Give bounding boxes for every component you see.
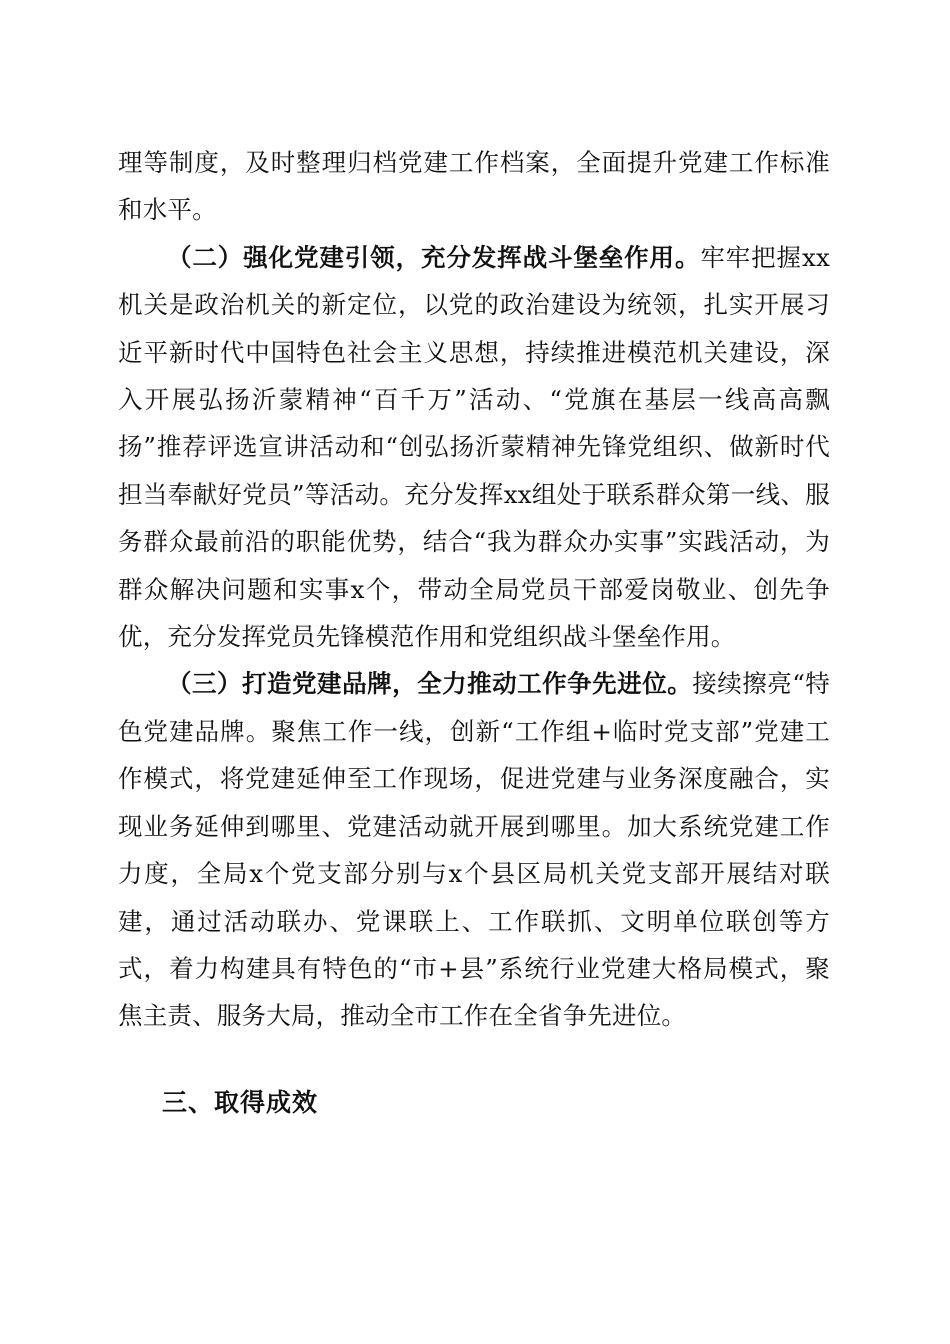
paragraph-1 [118,139,830,234]
paragraph-2 [118,234,830,661]
section-heading: 三、取得成效 [162,1088,319,1117]
paragraph-3-text: 接续擦亮“特色党建品牌。聚焦工作一线，创新“工作组+临时党支部”党建工作模式，将党建延伸至工作现场，促进党建与业务深度融合，实现业务延伸到哪里、党建活动就开展到哪里。加大系统党建工作力度，全局x个党支部分别与x个县区局机关党支部开展结对联建，通过活动联办、党课联上、工作联抓、文明单位联创等方式，着力构建具有特色的“市+县”系统行业党建大格局模式，聚焦主责、服务大局，推动全市工作在全省争先进位。 [118,669,830,1031]
paragraph-3-heading: （三）打造党建品牌，全力推动工作争先进位。 [167,669,693,699]
document-body [118,139,830,1040]
paragraph-2-heading: （二）强化党建引领，充分发挥战斗堡垒作用。 [167,242,701,272]
paragraph-3 [118,660,830,1039]
paragraph-2-text: 牢牢把握xx机关是政治机关的新定位，以党的政治建设为统领，扎实开展习近平新时代中国特色社会主义思想，持续推进模范机关建设，深入开展弘扬沂蒙精神“百千万”活动、“党旗在基层一线高高飘扬”推荐评选宣讲活动和“创弘扬沂蒙精神先锋党组织、做新时代担当奉献好党员”等活动。充分发挥xx组处于联系群众第一线、服务群众最前沿的职能优势，结合“我为群众办实事”实践活动，为群众解决问题和实事x个，带动全局党员干部爱岗敬业、创先争优，充分发挥党员先锋模范作用和党组织战斗堡垒作用。 [118,242,830,652]
paragraph-1-text: 理等制度，及时整理归档党建工作档案，全面提升党建工作标准和水平。 [118,148,830,225]
